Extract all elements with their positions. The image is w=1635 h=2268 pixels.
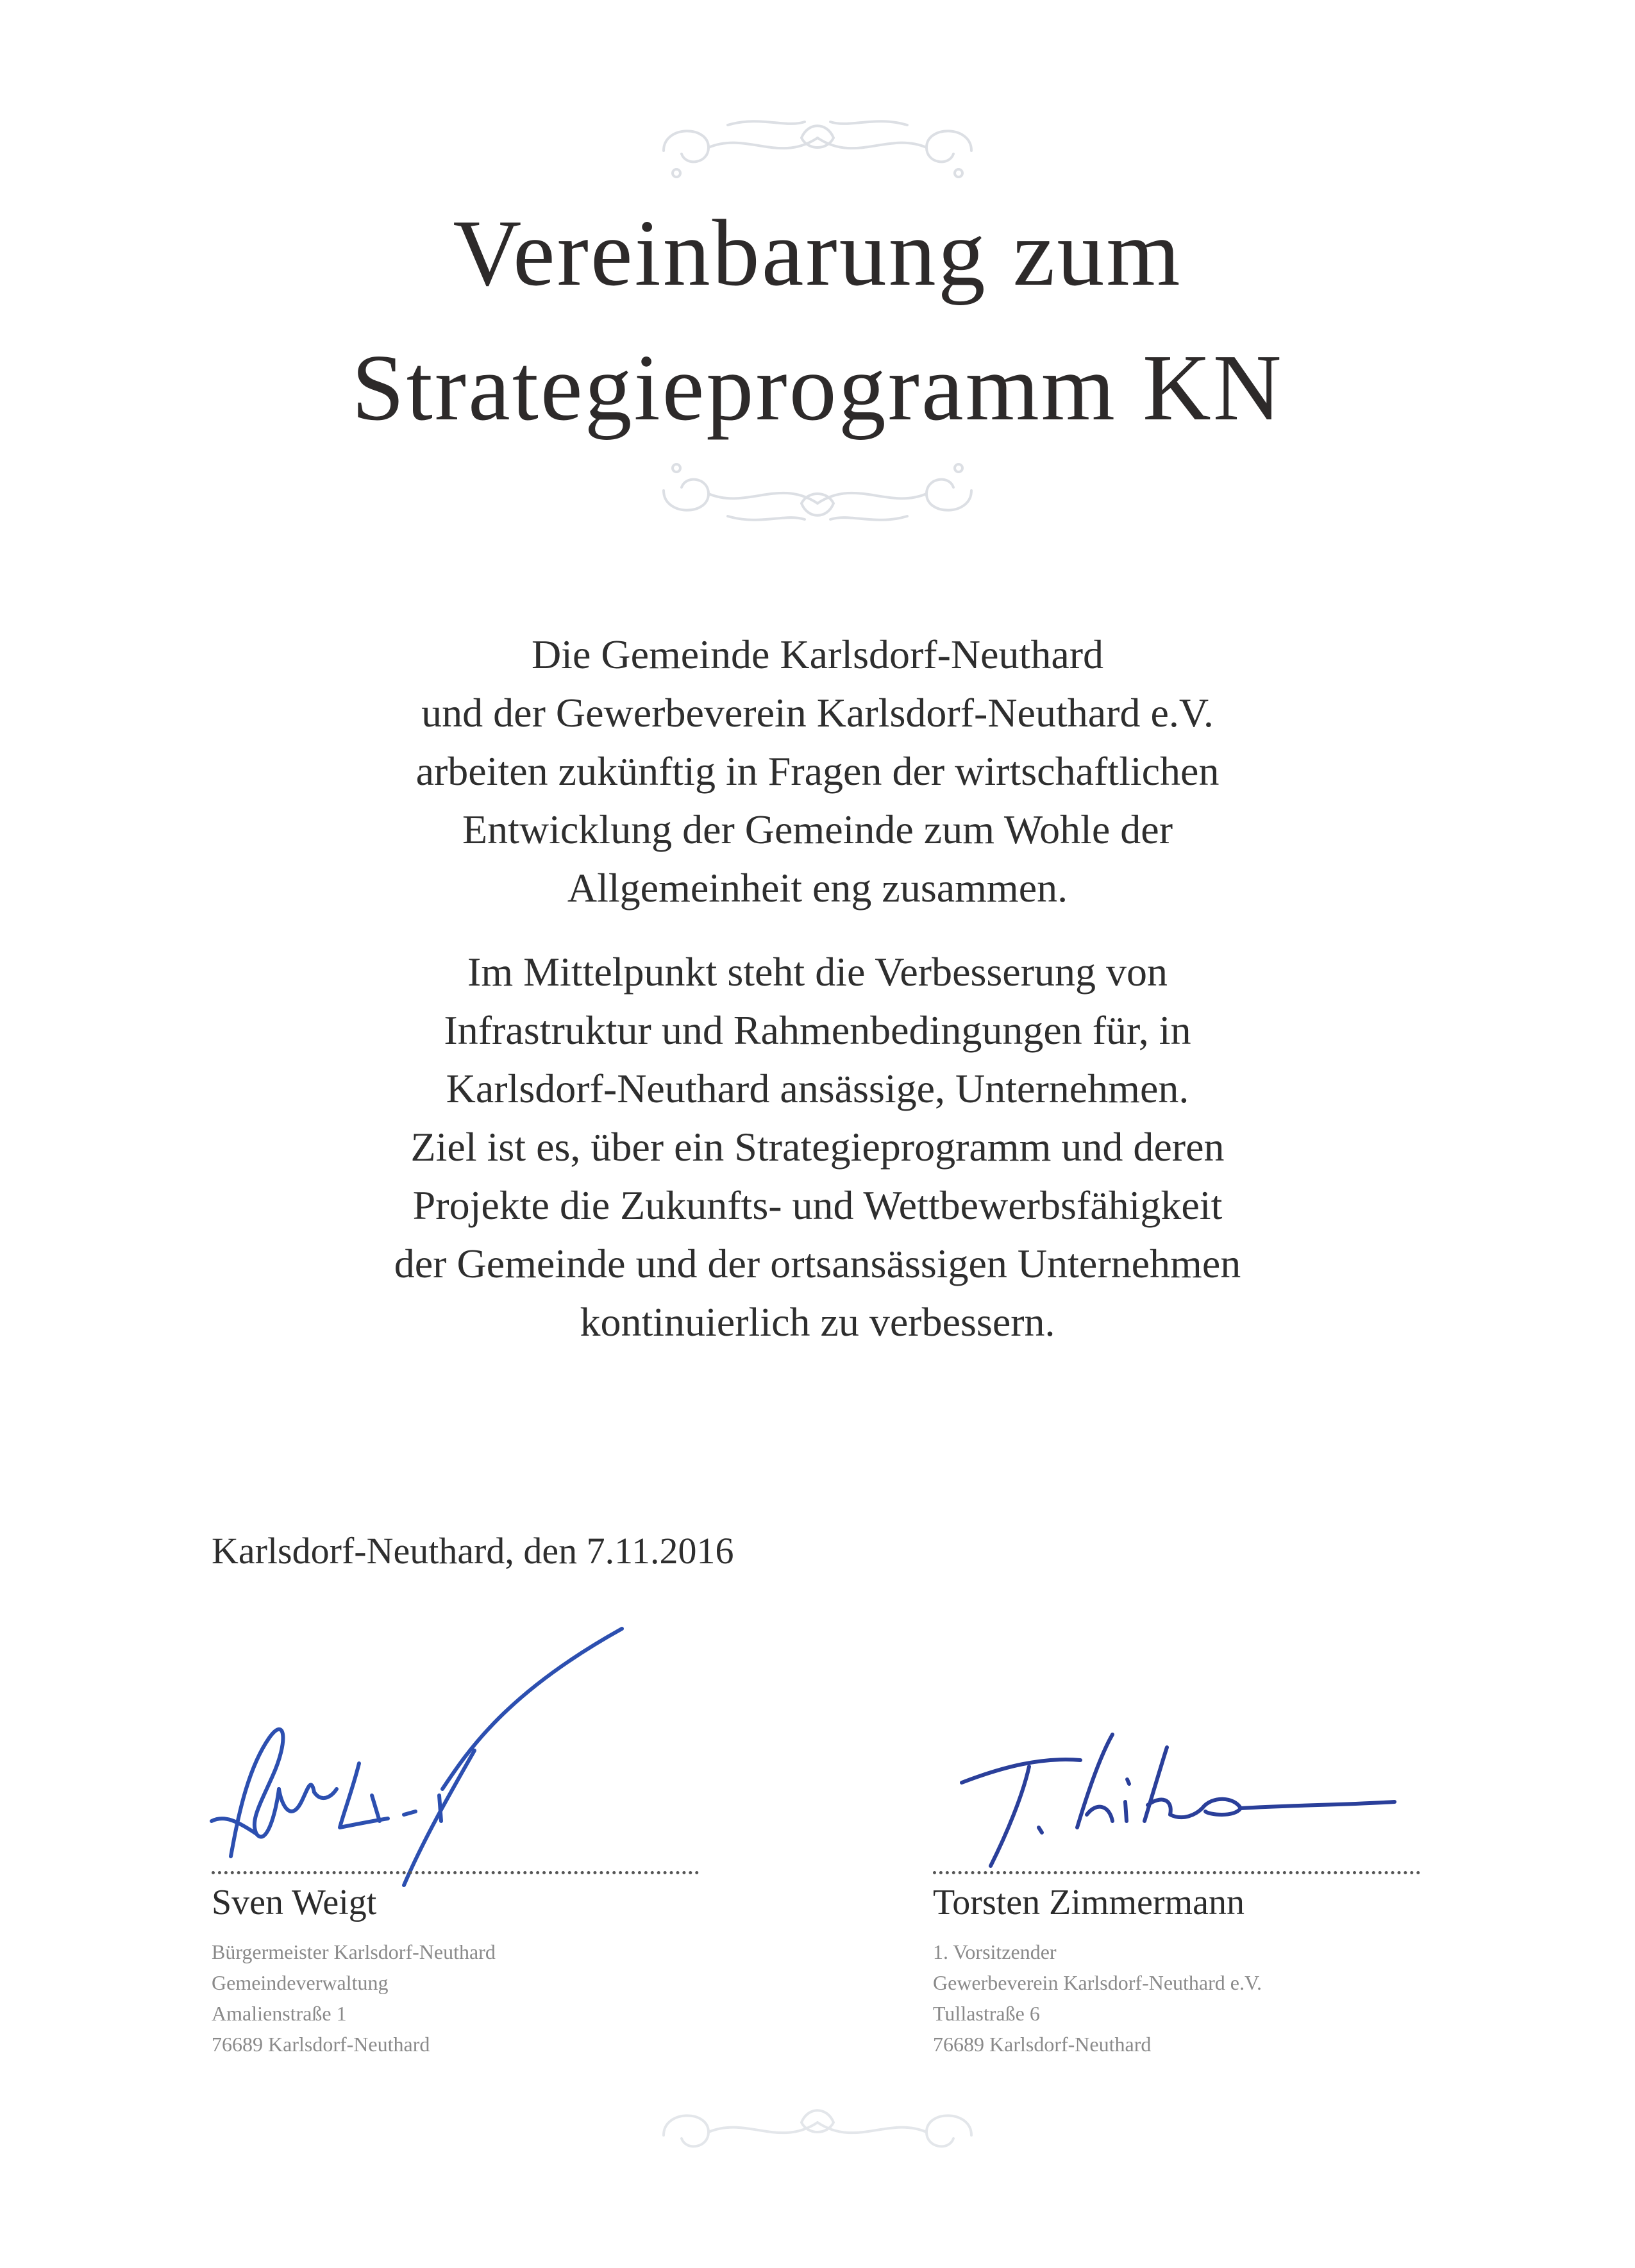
signature-line: [933, 1871, 1420, 1874]
text-line: Karlsdorf-Neuthard ansässige, Unternehmen.: [446, 1066, 1189, 1111]
text-line: Entwicklung der Gemeinde zum Wohle der: [462, 807, 1173, 852]
signature-line: [212, 1871, 699, 1874]
signer-details: [933, 1936, 1262, 2060]
flourish-ornament-icon: [638, 458, 997, 529]
flourish-ornament-icon: [638, 2097, 997, 2167]
signer-name: Sven Weigt: [212, 1883, 377, 1922]
text-line: Infrastruktur und Rahmenbedingungen für, in: [444, 1007, 1191, 1053]
detail-line: 76689 Karlsdorf-Neuthard: [933, 2033, 1152, 2056]
detail-line: Bürgermeister Karlsdorf-Neuthard: [212, 1940, 496, 1963]
text-line: Ziel ist es, über ein Strategieprogramm und deren: [410, 1124, 1225, 1170]
text-line: kontinuierlich zu verbessern.: [580, 1299, 1055, 1345]
text-line: Die Gemeinde Karlsdorf-Neuthard: [531, 632, 1104, 677]
signer-name: Torsten Zimmermann: [933, 1883, 1245, 1922]
agreement-paragraph-1: [0, 625, 1635, 917]
detail-line: Tullastraße 6: [933, 2002, 1040, 2025]
detail-line: Amalienstraße 1: [212, 2002, 347, 2025]
agreement-paragraph-2: [0, 943, 1635, 1351]
detail-line: 1. Vorsitzender: [933, 1940, 1057, 1963]
title-line: Strategieprogramm KN: [351, 335, 1284, 441]
detail-line: Gemeindeverwaltung: [212, 1971, 389, 1994]
document-title: [0, 186, 1635, 455]
flourish-ornament-icon: [638, 112, 997, 183]
handwritten-signature: [212, 1629, 725, 1885]
detail-line: Gewerbeverein Karlsdorf-Neuthard e.V.: [933, 1971, 1262, 1994]
title-line: Vereinbarung zum: [453, 201, 1182, 306]
text-line: Projekte die Zukunfts- und Wettbewerbsfähigkeit: [412, 1182, 1223, 1228]
text-line: Allgemeinheit eng zusammen.: [567, 865, 1068, 911]
text-line: Im Mittelpunkt steht die Verbesserung von: [467, 949, 1168, 995]
text-line: arbeiten zukünftig in Fragen der wirtschaftlichen: [415, 748, 1220, 794]
text-line: der Gemeinde und der ortsansässigen Unternehmen: [394, 1241, 1241, 1286]
handwritten-signature: [933, 1629, 1446, 1885]
signer-details: [212, 1936, 496, 2060]
place-date: Karlsdorf-Neuthard, den 7.11.2016: [212, 1530, 734, 1572]
text-line: und der Gewerbeverein Karlsdorf-Neuthard e.V.: [421, 690, 1214, 735]
detail-line: 76689 Karlsdorf-Neuthard: [212, 2033, 430, 2056]
